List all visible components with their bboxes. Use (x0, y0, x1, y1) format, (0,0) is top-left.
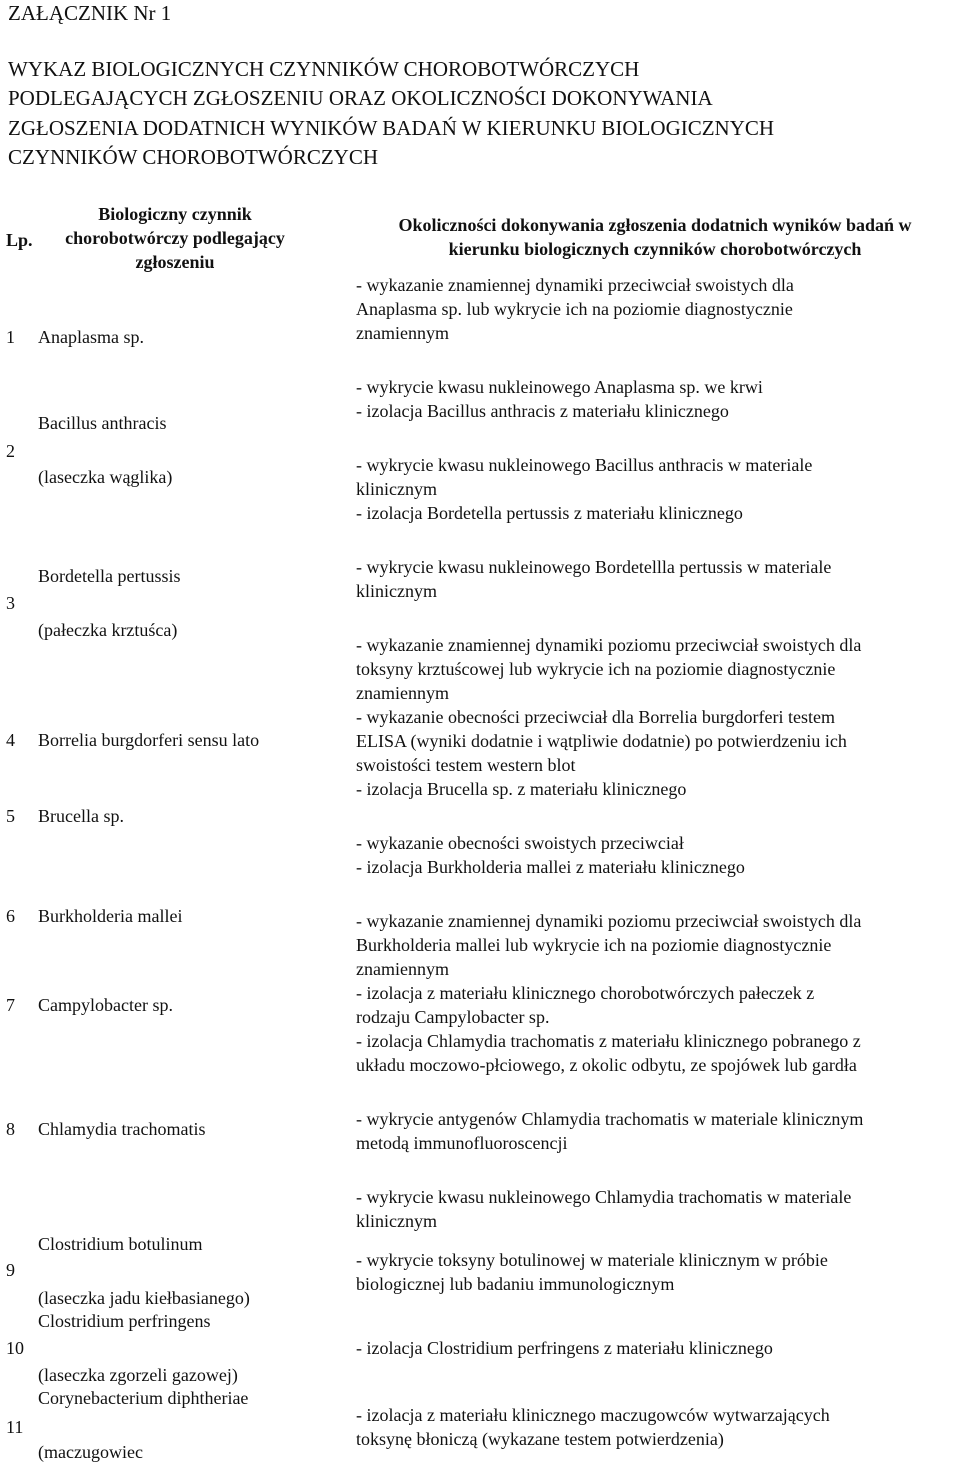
circumstance-line: - wykrycie kwasu nukleinowego Chlamydia trachomatis w materiale (356, 1187, 852, 1207)
agent-common-name: (maczugowiec (38, 1442, 143, 1462)
agent-common-name: (laseczka wąglika) (38, 467, 173, 487)
agent-name: Campylobacter sp. (38, 995, 173, 1015)
column-header-lp: Lp. (6, 230, 33, 250)
circumstance-line: klinicznym (356, 479, 437, 499)
circumstance-line: klinicznym (356, 1211, 437, 1231)
row-number: 9 (6, 1260, 15, 1280)
agent-name: Borrelia burgdorferi sensu lato (38, 730, 260, 750)
agent-name: Bordetella pertussis (38, 566, 181, 586)
circumstance-line: - izolacja Chlamydia trachomatis z materiału klinicznego pobranego z (356, 1031, 861, 1051)
circumstance-line: ELISA (wyniki dodatnie i wątpliwie dodatnie) po potwierdzeniu ich (356, 731, 847, 751)
header-line: zgłoszeniu (135, 252, 215, 272)
annex-heading: ZAŁĄCZNIK Nr 1 (8, 1, 172, 25)
circumstance-line: swoistości testem western blot (356, 755, 576, 775)
circumstance-line: - wykazanie znamiennej dynamiki poziomu przeciwciał swoistych dla (356, 635, 862, 655)
circumstance-line: rodzaju Campylobacter sp. (356, 1007, 550, 1027)
agent-name: Chlamydia trachomatis (38, 1119, 206, 1139)
column-header-circumstances (352, 213, 958, 261)
circumstance-line: - izolacja Bordetella pertussis z materiału klinicznego (356, 503, 743, 523)
row-number: 11 (6, 1417, 24, 1437)
row-number: 6 (6, 906, 15, 926)
circumstance-line: klinicznym (356, 581, 437, 601)
agent-name: Corynebacterium diphtheriae (38, 1388, 249, 1408)
circumstance-line: układu moczowo-płciowego, z okolic odbytu, ze spojówek lub gardła (356, 1055, 857, 1075)
agent-common-name: (laseczka zgorzeli gazowej) (38, 1365, 238, 1385)
header-line: chorobotwórczy podlegający (65, 228, 285, 248)
agent-name: Brucella sp. (38, 806, 124, 826)
circumstance-line: toksynę błoniczą (wykazane testem potwierdzenia) (356, 1429, 724, 1449)
circumstance-line: - wykazanie znamiennej dynamiki przeciwciał swoistych dla (356, 275, 794, 295)
row-number: 8 (6, 1119, 15, 1139)
title-line: PODLEGAJĄCYCH ZGŁOSZENIU ORAZ OKOLICZNOŚCI DOKONYWANIA (8, 86, 713, 110)
column-header-agent (60, 202, 290, 274)
circumstance-line: - izolacja Brucella sp. z materiału klinicznego (356, 779, 687, 799)
agent-name: Clostridium botulinum (38, 1234, 203, 1254)
agent-name: Clostridium perfringens (38, 1311, 211, 1331)
circumstance-line: - izolacja z materiału klinicznego chorobotwórczych pałeczek z (356, 983, 815, 1003)
agent-common-name: (pałeczka krztuśca) (38, 620, 178, 640)
circumstance-line: - wykazanie obecności swoistych przeciwciał (356, 833, 684, 853)
row-number: 10 (6, 1338, 24, 1358)
circumstance-line: znamiennym (356, 959, 449, 979)
circumstance-line: - wykrycie kwasu nukleinowego Bacillus anthracis w materiale (356, 455, 813, 475)
row-number: 2 (6, 441, 15, 461)
header-line: kierunku biologicznych czynników chorobotwórczych (448, 239, 862, 259)
circumstance-line: - wykazanie znamiennej dynamiki poziomu przeciwciał swoistych dla (356, 911, 862, 931)
row-number: 7 (6, 995, 15, 1015)
circumstance-line: toksyny krztuścowej lub wykrycie ich na poziomie diagnostycznie (356, 659, 836, 679)
circumstance-line: - izolacja Bacillus anthracis z materiału klinicznego (356, 401, 729, 421)
row-number: 4 (6, 730, 15, 750)
circumstance-line: - wykazanie obecności przeciwciał dla Borrelia burgdorferi testem (356, 707, 835, 727)
circumstance-line: znamiennym (356, 683, 449, 703)
row-number: 3 (6, 593, 15, 613)
circumstance-line: - izolacja Burkholderia mallei z materiału klinicznego (356, 857, 745, 877)
circumstance-line: - wykrycie antygenów Chlamydia trachomatis w materiale klinicznym (356, 1109, 864, 1129)
title-line: WYKAZ BIOLOGICZNYCH CZYNNIKÓW CHOROBOTWÓRCZYCH (8, 57, 640, 81)
title-line: ZGŁOSZENIA DODATNICH WYNIKÓW BADAŃ W KIERUNKU BIOLOGICZNYCH (8, 116, 775, 140)
circumstance-line: - wykrycie kwasu nukleinowego Anaplasma sp. we krwi (356, 377, 763, 397)
agent-name: Burkholderia mallei (38, 906, 183, 926)
row-number: 1 (6, 327, 15, 347)
circumstance-line: biologicznej lub badaniu immunologicznym (356, 1274, 675, 1294)
circumstance-line: Anaplasma sp. lub wykrycie ich na poziomie diagnostycznie (356, 299, 793, 319)
circumstance-line: znamiennym (356, 323, 449, 343)
circumstance-line: - wykrycie kwasu nukleinowego Bordetellla pertussis w materiale (356, 557, 832, 577)
header-line: Okoliczności dokonywania zgłoszenia dodatnich wyników badań w (398, 215, 912, 235)
agent-name: Bacillus anthracis (38, 413, 167, 433)
circumstance-line: - izolacja z materiału klinicznego maczugowców wytwarzających (356, 1405, 830, 1425)
circumstance-line: metodą immunofluoroscencji (356, 1133, 568, 1153)
circumstance-line: Burkholderia mallei lub wykrycie ich na poziomie diagnostycznie (356, 935, 832, 955)
agent-common-name: (laseczka jadu kiełbasianego) (38, 1288, 250, 1308)
circumstance-line: - izolacja Clostridium perfringens z materiału klinicznego (356, 1338, 773, 1358)
agent-name: Anaplasma sp. (38, 327, 144, 347)
circumstance-line: - wykrycie toksyny botulinowej w materiale klinicznym w próbie (356, 1250, 828, 1270)
title-line: CZYNNIKÓW CHOROBOTWÓRCZYCH (8, 145, 379, 169)
row-number: 5 (6, 806, 15, 826)
header-line: Biologiczny czynnik (98, 204, 252, 224)
